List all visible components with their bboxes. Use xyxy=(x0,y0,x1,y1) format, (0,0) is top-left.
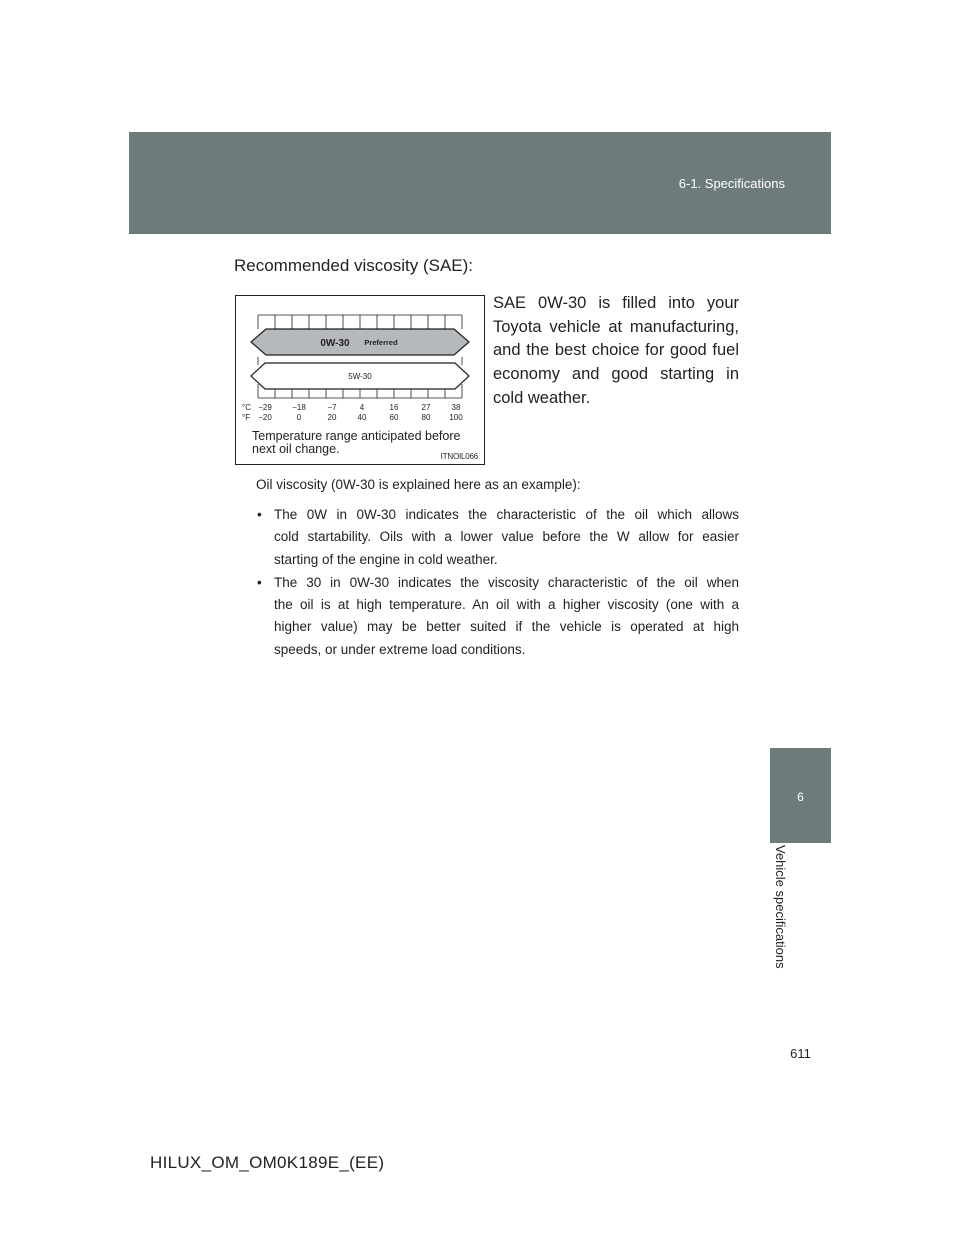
celsius-tick: 27 xyxy=(421,403,431,412)
intro-line: and the best choice for good fuel xyxy=(493,341,739,360)
celsius-tick: 4 xyxy=(359,403,365,412)
caption-line: next oil change. xyxy=(252,442,340,456)
celsius-tick: 16 xyxy=(389,403,399,412)
page-number: 611 xyxy=(790,1046,811,1061)
figure-id: ITNOIL066 xyxy=(440,452,478,461)
list-item xyxy=(256,572,739,661)
intro-line: economy and good starting in xyxy=(493,365,739,384)
fahrenheit-tick: 60 xyxy=(389,413,399,422)
celsius-tick: 38 xyxy=(451,403,461,412)
list-item-line: starting of the engine in cold weather. xyxy=(274,551,498,567)
document-code: HILUX_OM_OM0K189E_(EE) xyxy=(150,1153,385,1172)
grade-0w30-label: 0W-30 xyxy=(320,338,350,349)
grade-5w30-label: 5W-30 xyxy=(348,372,372,381)
grade-0w30-note: Preferred xyxy=(364,338,398,347)
fahrenheit-tick: −20 xyxy=(258,413,272,422)
fahrenheit-tick: 80 xyxy=(421,413,431,422)
intro-line: Toyota vehicle at manufacturing, xyxy=(493,317,739,336)
caption-line: Temperature range anticipated before xyxy=(252,429,461,443)
list-item-line: The 30 in 0W-30 indicates the viscosity characteristic of the oil when xyxy=(274,574,739,590)
fahrenheit-tick: 0 xyxy=(296,413,302,422)
chapter-tab[interactable] xyxy=(770,748,831,843)
list-item-line: speeds, or under extreme load conditions. xyxy=(274,641,526,657)
viscosity-temperature-figure xyxy=(235,295,485,465)
list-item-line: The 0W in 0W-30 indicates the characteristic of the oil which allows xyxy=(274,507,739,522)
intro-line: SAE 0W-30 is filled into your xyxy=(493,294,739,312)
fahrenheit-unit: °F xyxy=(242,413,251,422)
list-item-line: higher value) may be better suited if the vehicle is operated at high xyxy=(274,619,739,635)
chapter-label xyxy=(773,845,798,990)
chapter-number: 6 xyxy=(797,790,804,804)
list-item-line: cold startability. Oils with a lower value before the W allow for easier xyxy=(274,529,739,545)
celsius-unit: °C xyxy=(242,403,251,412)
bullet-mark: • xyxy=(257,574,262,590)
list-item-line: the oil is at high temperature. An oil with a higher viscosity (one with a xyxy=(274,597,739,613)
fahrenheit-tick: 40 xyxy=(357,413,367,422)
section-title: Recommended viscosity (SAE): xyxy=(234,256,474,275)
intro-paragraph xyxy=(493,292,739,411)
chapter-label-text: Vehicle specifications xyxy=(773,845,788,969)
grade-0w30-band xyxy=(251,329,469,355)
bullet-mark: • xyxy=(257,507,262,522)
list-item xyxy=(256,504,739,571)
celsius-tick: −18 xyxy=(292,403,306,412)
celsius-tick: −29 xyxy=(258,403,272,412)
celsius-tick: −7 xyxy=(327,403,337,412)
section-breadcrumb: 6-1. Specifications xyxy=(678,176,785,191)
fahrenheit-tick: 20 xyxy=(327,413,337,422)
fahrenheit-tick: 100 xyxy=(449,413,463,422)
intro-line: cold weather. xyxy=(493,388,591,407)
explanation-title: Oil viscosity (0W-30 is explained here as an example): xyxy=(256,477,581,492)
figure-caption xyxy=(252,430,460,456)
header-band xyxy=(129,132,831,234)
explanation-list xyxy=(256,504,739,662)
